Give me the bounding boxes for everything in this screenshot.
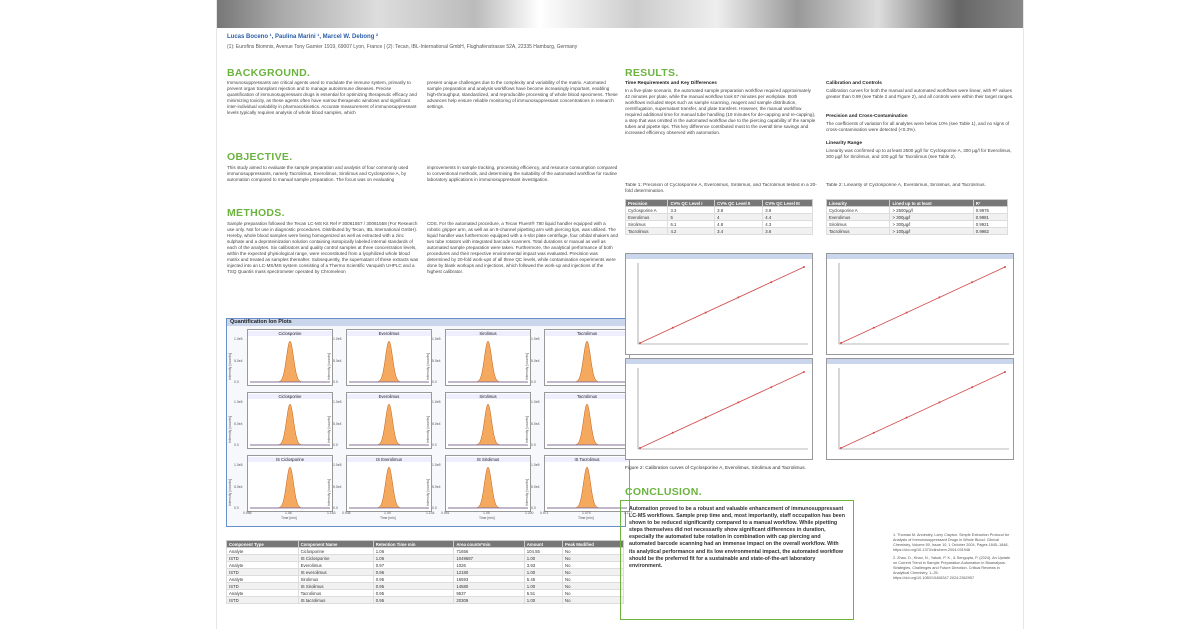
component-table-cell: Sirolimus xyxy=(298,576,373,583)
y-tick-label: 1.0e5 xyxy=(234,400,243,404)
chromatogram-svg xyxy=(545,463,629,511)
calibration-point xyxy=(737,296,739,298)
chromatogram-panel xyxy=(445,329,531,386)
y-tick-label: 5.0e4 xyxy=(432,421,441,426)
component-table-cell: 1.00 xyxy=(524,583,562,590)
chromatogram-label: Everolimus xyxy=(347,394,431,399)
calibration-svg xyxy=(827,364,1013,459)
chromatogram-label: Tacrolimus xyxy=(545,331,629,336)
linearity-table-cell: > 2500µg/l xyxy=(890,207,973,214)
precision-table-header-0: Precision xyxy=(626,200,668,207)
calibration-point xyxy=(672,327,674,329)
y-axis-label: Intensity [counts] xyxy=(426,353,430,380)
methods-text-2: CDS. For the automated procedure, a Tecan Fluent® 780 liquid handler equipped with a robotic gripper arm, as well as an 8-channel pipetting arm with piercing tips, was utilized. The liquid handler was furthermore equipped with a 4-slot plate centrifuge, four orbital shakers and two tube rotators with integrated barcode scanners. Total durations or manual as well as automated sample preparation were taken. Furthermore, the analytical performance of both procedures and their respective environmental impact was evaluated. Precision was determined by 20-fold work-ups of all three QC levels, while contamination experiments were done by blank workups and injections, which followed the work-up and injections of the highest calibrator. xyxy=(427,221,619,274)
x-tick-label: 1.163 xyxy=(327,511,336,515)
y-axis-label: Intensity [counts] xyxy=(228,416,232,443)
calibration-point xyxy=(639,342,641,344)
table1-caption: Table 1: Precision of Cyclosporine A, Everolimus, Sirolimus, and Tacrolimus tested in a 20-fold determination. xyxy=(625,183,817,194)
component-table-cell: IS Ciclosporine xyxy=(298,555,373,562)
x-tick-label: 0.956 xyxy=(243,511,252,515)
component-table-cell: ISTD xyxy=(227,583,299,590)
component-table-cell: Analyte xyxy=(227,548,299,555)
calibration-point xyxy=(840,342,842,344)
component-table-cell: No xyxy=(562,590,623,597)
authors: Lucas Boceno ¹, Paulina Marini ¹, Marcel W. Debong ² xyxy=(227,34,379,40)
calibration-point xyxy=(803,266,805,268)
chromatogram-panel xyxy=(445,392,531,449)
precision-table-cell: 4.4 xyxy=(763,214,813,221)
linearity-table-cell: 0.9982 xyxy=(973,228,1007,235)
y-axis-label: Intensity [counts] xyxy=(327,353,331,380)
precision-table-cell: 3.9 xyxy=(763,207,813,214)
precision-table-cell: 3.3 xyxy=(668,207,715,214)
peak-area xyxy=(547,341,627,382)
component-table-row xyxy=(227,569,624,576)
peak-area xyxy=(349,341,429,382)
component-table-header-0: Component Type xyxy=(227,541,299,548)
precision-table-cell: 4 xyxy=(715,214,763,221)
chromatogram-svg xyxy=(545,337,629,385)
linearity-text: Linearity was confirmed up to at least 2500 µg/l for Cyclosporine A, 300 µg/l for Everolimus, 300 µg/l for Sirolimus, and 100 µg/l for Tacrolimus (see Table 2). xyxy=(826,148,1012,159)
peak-area xyxy=(349,467,429,508)
linearity-table-row xyxy=(827,214,1008,221)
precision-table-row xyxy=(626,214,813,221)
x-tick-label: 0.971 xyxy=(540,511,549,515)
component-table-cell: 1049687 xyxy=(454,555,524,562)
y-tick-label: 0.0 xyxy=(531,506,536,510)
precision-heading: Precision and Cross-Contamination xyxy=(826,114,908,119)
calibration-svg xyxy=(626,364,812,459)
peak-area xyxy=(250,341,330,382)
x-tick-label: 1.04 xyxy=(384,511,391,515)
peak-area xyxy=(547,404,627,445)
y-tick-label: 0.0 xyxy=(531,443,536,447)
y-tick-label: 1.0e5 xyxy=(531,337,540,341)
time-requirements-heading: Time Requirements and Key Differences xyxy=(625,81,717,86)
conclusion-box xyxy=(620,500,854,620)
y-tick-label: 0.0 xyxy=(234,380,239,384)
calibration-text: Calibration curves for both the manual and automated workflows were linear, with R² values greater than 0.99 (see Table 2 and Figure 2), and all controls were within their target ranges. xyxy=(826,88,1014,99)
y-tick-label: 5.0e4 xyxy=(531,421,540,426)
component-table-cell: No xyxy=(562,597,623,604)
calibration-point xyxy=(873,432,875,434)
reference-2: 2. Zhao, D., Khan, N., Yakub, P. K., & Sengupta, P. (2024). An Update on Current Trend in Sample Preparation Automation in Bioanalysis: Strategies, Challenges and Future Direction. Critical Reviews in Analytical Chemistry, 1–25. https://doi.org/10.1080/10408347.2024.2362957 xyxy=(893,556,1011,580)
calibration-point xyxy=(971,281,973,283)
y-tick-label: 5.0e4 xyxy=(531,484,540,489)
y-tick-label: 1.0e5 xyxy=(234,463,243,467)
linearity-table-cell: Sirolimus xyxy=(827,221,890,228)
component-table-row xyxy=(227,555,624,562)
component-table-cell: 1026 xyxy=(454,562,524,569)
chromatogram-svg xyxy=(248,400,332,448)
calibration-point xyxy=(840,447,842,449)
calibration-point xyxy=(938,296,940,298)
x-tick-label: 1.075 xyxy=(582,511,591,515)
calibration-point xyxy=(770,386,772,388)
component-table-row xyxy=(227,590,624,597)
component-table-cell: 5.45 xyxy=(524,576,562,583)
component-table-cell: ISTD xyxy=(227,569,299,576)
precision-table-cell: 4.3 xyxy=(763,221,813,228)
peak-area xyxy=(349,404,429,445)
precision-table-cell: Tacrolimus xyxy=(626,228,668,235)
precision-table-row xyxy=(626,207,813,214)
y-tick-label: 0.0 xyxy=(432,506,437,510)
linearity-table-row xyxy=(827,207,1008,214)
objective-text-1: This study aimed to evaluate the sample preparation and analysis of four commonly used immunosuppressants, namely Tacrolimus, Everolimus, Sirolimus and Cyclosporine A, by automation compared to manual sample preparation. The focus was on evaluating xyxy=(227,165,409,182)
component-table-cell: 0.97 xyxy=(373,562,454,569)
linearity-table-row xyxy=(827,221,1008,228)
precision-table xyxy=(625,199,813,235)
y-tick-label: 0.0 xyxy=(333,506,338,510)
y-tick-label: 1.0e5 xyxy=(531,463,540,467)
precision-table-header-2: CV% QC Level II xyxy=(715,200,763,207)
component-table-cell: No xyxy=(562,555,623,562)
chromatogram-panel xyxy=(247,455,333,512)
calibration-svg xyxy=(827,259,1013,354)
chromatogram-label: IS Ciclosporine xyxy=(248,457,332,462)
linearity-table-cell: > 100µg/l xyxy=(890,228,973,235)
calibration-point xyxy=(737,401,739,403)
peak-area xyxy=(250,404,330,445)
methods-heading: METHODS. xyxy=(227,207,285,219)
y-tick-label: 0.0 xyxy=(234,506,239,510)
component-table-cell: 14580 xyxy=(454,583,524,590)
y-axis-label: Intensity [counts] xyxy=(525,353,529,380)
conclusion-heading: CONCLUSION. xyxy=(625,486,702,498)
calibration-point xyxy=(639,447,641,449)
header-photo xyxy=(217,0,1023,28)
calibration-point xyxy=(770,281,772,283)
calibration-point xyxy=(803,371,805,373)
chromatogram-panel xyxy=(445,455,531,512)
linearity-table-header-2: R² xyxy=(973,200,1007,207)
chromatogram-svg xyxy=(248,463,332,511)
component-table-cell: 1.06 xyxy=(373,555,454,562)
x-axis-label: Time [min] xyxy=(479,516,495,520)
x-axis-label: Time [min] xyxy=(281,516,297,520)
component-table-cell: Everolimus xyxy=(298,562,373,569)
y-tick-label: 0.0 xyxy=(432,380,437,384)
chromatogram-label: Everolimus xyxy=(347,331,431,336)
calibration-point xyxy=(705,417,707,419)
precision-table-cell: Cyclosporine A xyxy=(626,207,668,214)
calibration-point xyxy=(938,401,940,403)
x-axis-label: Time [min] xyxy=(380,516,396,520)
component-table-cell: Analyte xyxy=(227,576,299,583)
background-text-1: Immunosuppressants are critical agents used to modulate the immune system, primarily to prevent organ transplant rejection and to manage autoimmune diseases. Precise quantification of immunosuppressant drugs is essential for optimizing therapeutic efficacy and minimizing toxicity, as these agents often have narrow therapeutic windows and significant inter-individual variability in pharmacokinetics. Accurate measurement of immunosuppressant levels typically requires analysis of whole blood samples, which xyxy=(227,80,417,115)
references xyxy=(893,533,1011,581)
component-table-cell: Analyte xyxy=(227,590,299,597)
chromatogram-panel xyxy=(544,455,630,512)
y-axis-label: Intensity [counts] xyxy=(327,479,331,506)
peak-area xyxy=(448,404,528,445)
linearity-table-cell: 0.9921 xyxy=(973,221,1007,228)
x-tick-label: 1.06 xyxy=(285,511,292,515)
precision-table-cell: Everolimus xyxy=(626,214,668,221)
component-table-cell: 0.95 xyxy=(373,576,454,583)
background-heading: BACKGROUND. xyxy=(227,67,311,79)
calibration-line xyxy=(640,372,804,448)
y-tick-label: 1.0e5 xyxy=(333,400,342,404)
linearity-table xyxy=(826,199,1008,235)
component-table-cell: Ciclosporine xyxy=(298,548,373,555)
y-axis-label: Intensity [counts] xyxy=(426,416,430,443)
component-table-cell: Analyte xyxy=(227,562,299,569)
linearity-heading: Linearity Range xyxy=(826,141,862,146)
component-table-cell: 16593 xyxy=(454,576,524,583)
linearity-table-cell: > 300µg/l xyxy=(890,221,973,228)
linearity-table-cell: Cyclosporine A xyxy=(827,207,890,214)
linearity-table-cell: 0.9975 xyxy=(973,207,1007,214)
y-axis-label: Intensity [counts] xyxy=(426,479,430,506)
chromatogram-panel xyxy=(346,392,432,449)
y-tick-label: 0.0 xyxy=(333,443,338,447)
component-table-header-2: Retention Time min xyxy=(373,541,454,548)
component-table-cell: 3.93 xyxy=(524,562,562,569)
precision-text: The coefficients of variation for all analytes were below 10% (see Table 1), and no signs of cross-contamination were detected (<0.3%). xyxy=(826,121,1010,132)
chromatogram-label: IS Everolimus xyxy=(347,457,431,462)
precision-table-header-3: CV% QC Level III xyxy=(763,200,813,207)
chromatogram-panel xyxy=(544,392,630,449)
x-tick-label: 1.144 xyxy=(426,511,435,515)
precision-table-cell: 5 xyxy=(668,214,715,221)
component-table-cell: 1.00 xyxy=(524,555,562,562)
precision-table-row xyxy=(626,228,813,235)
calibration-line xyxy=(841,267,1005,343)
y-axis-label: Intensity [counts] xyxy=(228,353,232,380)
chromatogram-svg xyxy=(347,463,431,511)
component-table-cell: 1.00 xyxy=(524,569,562,576)
chromatogram-svg xyxy=(446,400,530,448)
y-axis-label: Intensity [counts] xyxy=(525,479,529,506)
calibration-curve-panel xyxy=(625,253,813,355)
component-table-cell: 0.95 xyxy=(373,590,454,597)
linearity-table-row xyxy=(827,228,1008,235)
calibration-point xyxy=(1004,371,1006,373)
y-tick-label: 5.0e4 xyxy=(333,484,342,489)
precision-table-cell: 6.1 xyxy=(668,221,715,228)
time-requirements-text: In a five-plate scenario, the automated sample preparation workflow required approximately 42 minutes per plate, while the manual workflow took 67 minutes per workplate. Both workflows included steps such as sample scanning, reagent and sample distribution, centrifugation, supernatant transfer, and plate transfers. However, the manual workflow required additional time for manual tube handling (19 minutes for de-capping and re-capping), a step that was omitted in the automated workflow due to the piercing capability of the sample tubes and pipette tips. This key difference contributed most to the overall time savings and increased efficiency observed with automation. xyxy=(625,88,816,135)
component-table-cell: No xyxy=(562,583,623,590)
calibration-line xyxy=(841,372,1005,448)
y-tick-label: 5.0e4 xyxy=(333,358,342,363)
y-tick-label: 0.0 xyxy=(234,443,239,447)
x-tick-label: 1.05 xyxy=(483,511,490,515)
component-table-row xyxy=(227,548,624,555)
y-tick-label: 5.0e4 xyxy=(234,358,243,363)
component-table-header-5: Peak Modified xyxy=(562,541,623,548)
calibration-point xyxy=(705,312,707,314)
precision-table-cell: 3.8 xyxy=(715,207,763,214)
chromatogram-label: Ciclosporine xyxy=(248,331,332,336)
x-tick-label: 0.936 xyxy=(342,511,351,515)
objective-text-2: improvements in sample tracking, processing efficiency, and resource consumption compared to conventional methods, and determining the suitability of the automated workflow for routine laboratory applications in immunosuppressant investigation. xyxy=(427,165,618,182)
chromatogram-label: IS Tacrolimus xyxy=(545,457,629,462)
chromatogram-svg xyxy=(446,463,530,511)
chromatogram-svg xyxy=(248,337,332,385)
background-text-2: present unique challenges due to the complexity and variability of the matrix. Automated sample preparation and analysis workflows have become increasingly important, enabling high-throughput, standardized, and reproducible processing of whole blood specimens. These advances help ensure reliable monitoring of immunosuppressant concentrations in research settings. xyxy=(427,80,618,109)
peak-area xyxy=(448,341,528,382)
calibration-point xyxy=(672,432,674,434)
x-tick-label: 1.200 xyxy=(525,511,534,515)
chromatogram-label: Tacrolimus xyxy=(545,394,629,399)
chromatogram-svg xyxy=(545,400,629,448)
chromatogram-panel xyxy=(247,392,333,449)
calibration-point xyxy=(873,327,875,329)
y-tick-label: 0.0 xyxy=(333,380,338,384)
y-tick-label: 1.0e5 xyxy=(333,463,342,467)
calibration-line xyxy=(640,267,804,343)
y-tick-label: 5.0e4 xyxy=(234,421,243,426)
linearity-table-cell: > 300µg/l xyxy=(890,214,973,221)
component-table-cell: 12180 xyxy=(454,569,524,576)
objective-heading: OBJECTIVE. xyxy=(227,151,293,163)
affiliations: (1): Eurofins Biomnis, Avenue Tony Garnier 1919, 69007 Lyon, France | (2): Tecan, IBL-International GmbH, Flughafenstrasse 52A, 22335 Hamburg, Germany xyxy=(227,44,578,50)
calibration-curve-panel xyxy=(625,358,813,460)
component-table xyxy=(226,540,624,604)
y-tick-label: 1.0e5 xyxy=(432,400,441,404)
component-table-cell: No xyxy=(562,569,623,576)
poster xyxy=(217,0,1023,629)
y-tick-label: 1.0e5 xyxy=(234,337,243,341)
table2-caption: Table 2: Linearity of Cyclosporine A, Everolimus, Sirolimus, and Tacrolimus. xyxy=(826,183,986,188)
component-table-cell: Tacrolimus xyxy=(298,590,373,597)
quantification-ion-plots xyxy=(226,318,633,527)
calibration-point xyxy=(906,417,908,419)
calibration-point xyxy=(1004,266,1006,268)
y-tick-label: 5.0e4 xyxy=(432,484,441,489)
y-tick-label: 1.0e5 xyxy=(333,337,342,341)
component-table-cell: No xyxy=(562,576,623,583)
precision-table-cell: 4.8 xyxy=(715,221,763,228)
component-table-cell: No xyxy=(562,562,623,569)
precision-table-row xyxy=(626,221,813,228)
peak-area xyxy=(448,467,528,508)
precision-table-cell: 3.6 xyxy=(763,228,813,235)
component-table-header-4: Amount xyxy=(524,541,562,548)
chromatogram-label: Ciclosporine xyxy=(248,394,332,399)
component-table-cell: 1.00 xyxy=(524,597,562,604)
component-table-cell: ISTD xyxy=(227,597,299,604)
chromatogram-panel xyxy=(346,329,432,386)
reference-1: 1. Thomas M. Annesley, Larry Clayton. Simple Extraction Protocol for Analysis of Immunosuppressant Drugs in Whole Blood. Clinical Chemistry, Volume 50, Issue 10, 1 October 2004, Pages 1845–1848, https://doi.org/10.1373/clinchem.2004.031948 xyxy=(893,533,1010,552)
component-table-cell: 9537 xyxy=(454,590,524,597)
y-tick-label: 5.0e4 xyxy=(234,484,243,489)
component-table-cell: No xyxy=(562,548,623,555)
y-tick-label: 1.0e5 xyxy=(432,463,441,467)
component-table-cell: IS tacrolimus xyxy=(298,597,373,604)
results-heading: RESULTS. xyxy=(625,67,679,79)
precision-table-cell: Sirolimus xyxy=(626,221,668,228)
precision-table-cell: 3.4 xyxy=(715,228,763,235)
y-tick-label: 1.0e5 xyxy=(531,400,540,404)
y-tick-label: 1.0e5 xyxy=(432,337,441,341)
chromatogram-panel xyxy=(544,329,630,386)
y-axis-label: Intensity [counts] xyxy=(327,416,331,443)
linearity-table-header-1: Lined up to at least xyxy=(890,200,973,207)
component-table-row xyxy=(227,562,624,569)
linearity-table-header-0: Linearity xyxy=(827,200,890,207)
component-table-cell: 0.96 xyxy=(373,569,454,576)
y-axis-label: Intensity [counts] xyxy=(228,479,232,506)
chromatogram-label: Sirolimus xyxy=(446,394,530,399)
calibration-point xyxy=(906,312,908,314)
chromatogram-label: Sirolimus xyxy=(446,331,530,336)
peak-area xyxy=(547,467,627,508)
component-table-header-1: Component Name xyxy=(298,541,373,548)
component-table-cell: 0.95 xyxy=(373,597,454,604)
x-axis-label: Time [min] xyxy=(578,516,594,520)
figure2-caption: Figure 2: Calibration curves of Cyclosporine A, Everolimus, Sirolimus and Tacrolimus. xyxy=(625,466,806,471)
linearity-table-cell: 0.9981 xyxy=(973,214,1007,221)
y-tick-label: 5.0e4 xyxy=(333,421,342,426)
calibration-heading: Calibration and Controls xyxy=(826,81,882,86)
component-table-cell: 0.95 xyxy=(373,583,454,590)
calibration-point xyxy=(971,386,973,388)
component-table-header-3: Area counts*min xyxy=(454,541,524,548)
component-table-cell: ISTD xyxy=(227,555,299,562)
chromatogram-svg xyxy=(347,337,431,385)
component-table-cell: 5.51 xyxy=(524,590,562,597)
chromatogram-panel xyxy=(247,329,333,386)
component-table-cell: IS Sirolimus xyxy=(298,583,373,590)
y-axis-label: Intensity [counts] xyxy=(525,416,529,443)
chromatogram-svg xyxy=(347,400,431,448)
component-table-row xyxy=(227,597,624,604)
component-table-cell: 20309 xyxy=(454,597,524,604)
component-table-cell: 71656 xyxy=(454,548,524,555)
component-table-row xyxy=(227,583,624,590)
ion-plots-title: Quantification Ion Plots xyxy=(227,319,625,326)
calibration-curve-panel xyxy=(826,358,1014,460)
linearity-table-cell: Tacrolimus xyxy=(827,228,890,235)
component-table-row xyxy=(227,576,624,583)
component-table-cell: IS everolimus xyxy=(298,569,373,576)
chromatogram-panel xyxy=(346,455,432,512)
y-tick-label: 5.0e4 xyxy=(432,358,441,363)
x-tick-label: 0.951 xyxy=(441,511,450,515)
component-table-cell: 104.55 xyxy=(524,548,562,555)
y-tick-label: 5.0e4 xyxy=(531,358,540,363)
chromatogram-label: IS Sirolimus xyxy=(446,457,530,462)
y-tick-label: 0.0 xyxy=(531,380,536,384)
calibration-curve-panel xyxy=(826,253,1014,355)
y-tick-label: 0.0 xyxy=(432,443,437,447)
chromatogram-svg xyxy=(446,337,530,385)
precision-table-cell: 4.2 xyxy=(668,228,715,235)
x-tick-label: 1.177 xyxy=(624,511,633,515)
conclusion-text: Automation proved to be a robust and valuable enhancement of immunosuppressant LC-MS workflows. Sample prep time and, most importantly, staff occupation has been shown to be reduced significantly compared to a manual workflow. While pipetting steps themselves did not necessarily show significant differences in duration, especially the automated tube rotation in combination with cap piercing and automated barcode scanning had an immense impact on the overall workflow. With its analytical performance and its low environmental impact, the automated workflow should be the preferred fit for a sustainable and state-of-the-art laboratory environment. xyxy=(629,506,845,569)
peak-area xyxy=(250,467,330,508)
calibration-svg xyxy=(626,259,812,354)
component-table-cell: 1.06 xyxy=(373,548,454,555)
precision-table-header-1: CV% QC Level I xyxy=(668,200,715,207)
methods-text-1: Sample preparation followed the Tecan LC-MS Kit Ref # 30061557 / 30061558 (For Research use only. Not for use in diagnostic procedures. Distributed by Tecan, IBL International GmbH). Hereby, whole blood samples were being homogenized as well as extracted with a zinc sulphate and a deproteinization solution containing isotopically labeled internal standards of each of the analytes. Six calibrators and quality control samples at three concentration levels, within the expected physiological range, were reconstituted from a lyophilized whole blood matrix and treated as samples thereafter. Subsequently, the supernatant of these extracts was injected into an LC-MS/MS system consisting of a Thermo Scientific Vanquish UHPLC and a TSQ Quantis mass spectrometer operated by Chromeleon xyxy=(227,221,419,274)
linearity-table-cell: Everolimus xyxy=(827,214,890,221)
